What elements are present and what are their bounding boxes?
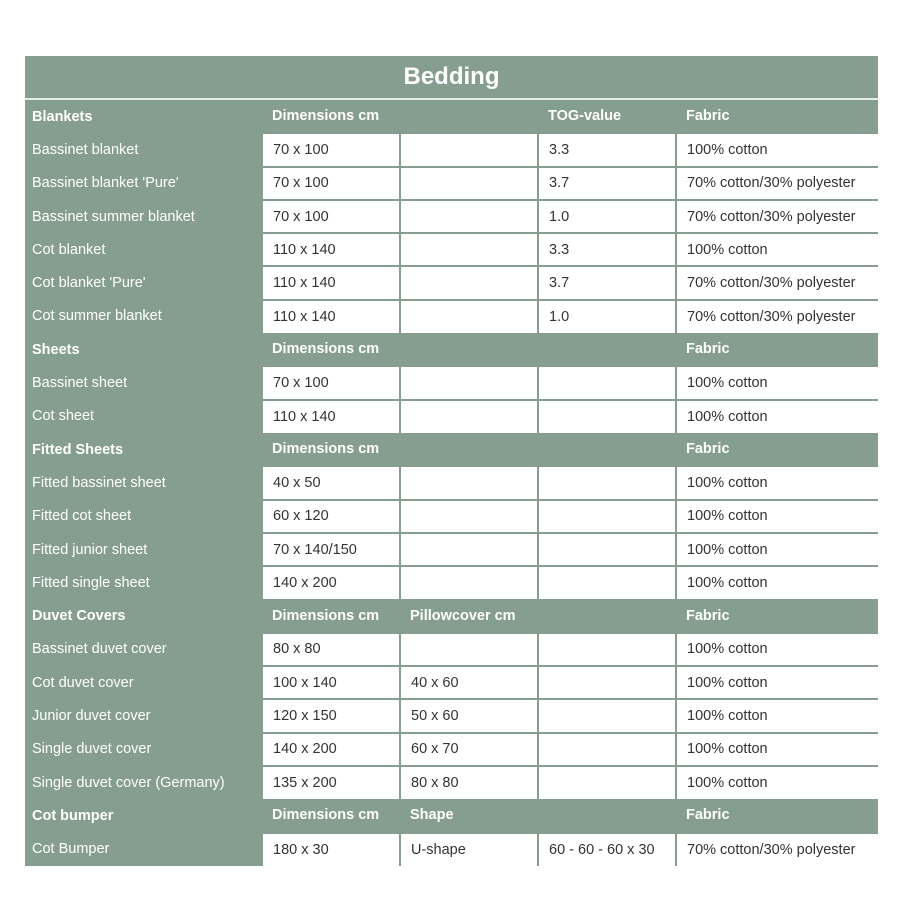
row-label: Cot duvet cover xyxy=(25,666,262,699)
section-title: Duvet Covers xyxy=(25,599,262,632)
table-cell xyxy=(400,167,538,200)
section-header xyxy=(25,100,878,133)
table-row xyxy=(25,266,878,299)
table-cell: 110 x 140 xyxy=(262,266,400,299)
table-cell: 135 x 200 xyxy=(262,766,400,799)
table-cell: 70 x 100 xyxy=(262,200,400,233)
table-cell: 110 x 140 xyxy=(262,233,400,266)
table-cell: 3.3 xyxy=(538,233,676,266)
row-label: Cot Bumper xyxy=(25,833,262,866)
table-cell xyxy=(400,200,538,233)
table-cell: 140 x 200 xyxy=(262,566,400,599)
column-header xyxy=(538,433,676,466)
table-cell xyxy=(538,533,676,566)
column-header xyxy=(400,333,538,366)
row-label: Fitted single sheet xyxy=(25,566,262,599)
row-label: Single duvet cover xyxy=(25,733,262,766)
column-header xyxy=(400,100,538,133)
table-cell xyxy=(538,566,676,599)
table-cell: 40 x 60 xyxy=(400,666,538,699)
table-cell xyxy=(538,400,676,433)
table-cell xyxy=(400,533,538,566)
table-cell: 100% cotton xyxy=(676,366,878,399)
table-row xyxy=(25,500,878,533)
table-row xyxy=(25,366,878,399)
table-row xyxy=(25,466,878,499)
table-row xyxy=(25,666,878,699)
column-header: Fabric xyxy=(676,433,878,466)
table-cell xyxy=(538,766,676,799)
column-header: Fabric xyxy=(676,799,878,832)
table-cell: 120 x 150 xyxy=(262,699,400,732)
row-label: Cot summer blanket xyxy=(25,300,262,333)
table-cell xyxy=(400,133,538,166)
column-header xyxy=(538,799,676,832)
section-title: Fitted Sheets xyxy=(25,433,262,466)
table-cell xyxy=(538,466,676,499)
table-cell xyxy=(538,366,676,399)
column-header: Dimensions cm xyxy=(262,333,400,366)
column-header: Fabric xyxy=(676,599,878,632)
column-header xyxy=(538,333,676,366)
column-header xyxy=(538,599,676,632)
table-cell: 50 x 60 xyxy=(400,699,538,732)
table-cell: 100% cotton xyxy=(676,400,878,433)
column-header: TOG-value xyxy=(538,100,676,133)
table-cell: 70 x 100 xyxy=(262,366,400,399)
column-header: Dimensions cm xyxy=(262,433,400,466)
table-cell: 70% cotton/30% polyester xyxy=(676,833,878,866)
table-cell: 100% cotton xyxy=(676,533,878,566)
section-header xyxy=(25,599,878,632)
table-cell xyxy=(400,233,538,266)
table-cell xyxy=(400,566,538,599)
row-label: Bassinet duvet cover xyxy=(25,633,262,666)
table-cell: 60 - 60 - 60 x 30 xyxy=(538,833,676,866)
table-cell: 70 x 100 xyxy=(262,133,400,166)
table-cell: 70 x 100 xyxy=(262,167,400,200)
table-cell: 140 x 200 xyxy=(262,733,400,766)
table-cell xyxy=(400,266,538,299)
table-cell: 60 x 120 xyxy=(262,500,400,533)
table-cell xyxy=(400,466,538,499)
table-cell: 100% cotton xyxy=(676,233,878,266)
table-row xyxy=(25,200,878,233)
table-cell xyxy=(400,300,538,333)
section-header xyxy=(25,433,878,466)
grid-body xyxy=(25,100,878,866)
row-label: Fitted cot sheet xyxy=(25,500,262,533)
table-title: Bedding xyxy=(25,56,878,100)
bedding-grid xyxy=(25,100,878,866)
table-cell: 70% cotton/30% polyester xyxy=(676,200,878,233)
table-row xyxy=(25,300,878,333)
table-row xyxy=(25,133,878,166)
table-cell: 180 x 30 xyxy=(262,833,400,866)
table-cell xyxy=(538,733,676,766)
table-cell: 40 x 50 xyxy=(262,466,400,499)
table-cell xyxy=(400,400,538,433)
table-row xyxy=(25,733,878,766)
column-header: Pillowcover cm xyxy=(400,599,538,632)
table-cell: 70% cotton/30% polyester xyxy=(676,167,878,200)
table-row xyxy=(25,167,878,200)
row-label: Fitted junior sheet xyxy=(25,533,262,566)
table-cell: 100 x 140 xyxy=(262,666,400,699)
row-label: Bassinet blanket 'Pure' xyxy=(25,167,262,200)
table-cell xyxy=(400,500,538,533)
column-header: Dimensions cm xyxy=(262,799,400,832)
table-cell: 100% cotton xyxy=(676,566,878,599)
table-cell: 60 x 70 xyxy=(400,733,538,766)
table-cell: 110 x 140 xyxy=(262,300,400,333)
section-title: Sheets xyxy=(25,333,262,366)
table-cell: 1.0 xyxy=(538,300,676,333)
table-cell: 100% cotton xyxy=(676,133,878,166)
column-header: Dimensions cm xyxy=(262,599,400,632)
section-header xyxy=(25,799,878,832)
row-label: Cot sheet xyxy=(25,400,262,433)
column-header: Fabric xyxy=(676,333,878,366)
table-cell xyxy=(400,633,538,666)
section-title: Cot bumper xyxy=(25,799,262,832)
table-cell: 70% cotton/30% polyester xyxy=(676,300,878,333)
table-cell: 80 x 80 xyxy=(262,633,400,666)
table-row xyxy=(25,633,878,666)
table-row xyxy=(25,233,878,266)
table-cell: 100% cotton xyxy=(676,466,878,499)
table-row xyxy=(25,566,878,599)
table-row xyxy=(25,533,878,566)
table-cell: 100% cotton xyxy=(676,633,878,666)
table-row xyxy=(25,400,878,433)
table-cell: 70 x 140/150 xyxy=(262,533,400,566)
row-label: Single duvet cover (Germany) xyxy=(25,766,262,799)
table-cell: 80 x 80 xyxy=(400,766,538,799)
section-title: Blankets xyxy=(25,100,262,133)
table-cell xyxy=(538,666,676,699)
table-cell: 70% cotton/30% polyester xyxy=(676,266,878,299)
table-cell: 3.3 xyxy=(538,133,676,166)
row-label: Junior duvet cover xyxy=(25,699,262,732)
table-cell: 100% cotton xyxy=(676,733,878,766)
table-cell: 100% cotton xyxy=(676,666,878,699)
column-header: Dimensions cm xyxy=(262,100,400,133)
table-row xyxy=(25,833,878,866)
row-label: Fitted bassinet sheet xyxy=(25,466,262,499)
table-cell: 110 x 140 xyxy=(262,400,400,433)
row-label: Cot blanket xyxy=(25,233,262,266)
table-cell: U-shape xyxy=(400,833,538,866)
table-row xyxy=(25,766,878,799)
table-cell: 100% cotton xyxy=(676,766,878,799)
row-label: Bassinet blanket xyxy=(25,133,262,166)
table-cell xyxy=(400,366,538,399)
row-label: Bassinet sheet xyxy=(25,366,262,399)
table-cell xyxy=(538,699,676,732)
table-cell xyxy=(538,633,676,666)
table-cell: 3.7 xyxy=(538,266,676,299)
column-header xyxy=(400,433,538,466)
table-row xyxy=(25,699,878,732)
row-label: Bassinet summer blanket xyxy=(25,200,262,233)
table-cell xyxy=(538,500,676,533)
table-cell: 3.7 xyxy=(538,167,676,200)
column-header: Shape xyxy=(400,799,538,832)
column-header: Fabric xyxy=(676,100,878,133)
table-cell: 100% cotton xyxy=(676,500,878,533)
bedding-table xyxy=(25,56,878,866)
section-header xyxy=(25,333,878,366)
table-cell: 100% cotton xyxy=(676,699,878,732)
row-label: Cot blanket 'Pure' xyxy=(25,266,262,299)
table-cell: 1.0 xyxy=(538,200,676,233)
